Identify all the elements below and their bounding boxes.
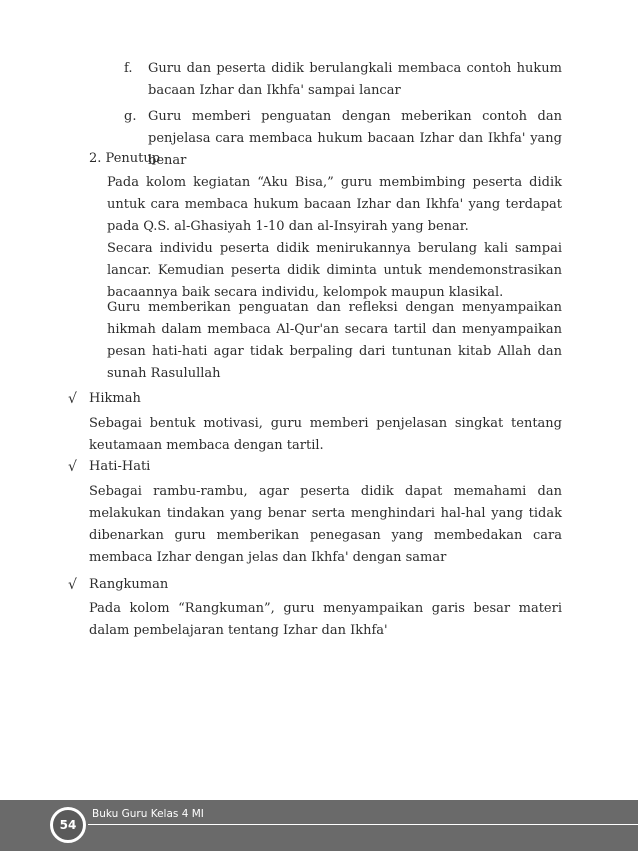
penutup-paragraph-3: Guru memberikan penguatan dan refleksi dengan menyampaikan hikmah dalam membaca Al-Qur'an secara tartil dan menyampaikan pesan hati-hati agar tidak berpaling dari tuntunan kitab Allah dan sunah Rasulullah [107,300,562,381]
penutup-paragraph-1: Pada kolom kegiatan “Aku Bisa,” guru membimbing peserta didik untuk cara membaca hukum bacaan Izhar dan Ikhfa' yang terdapat pada Q.S. al-Ghasiyah 1-10 dan al-Insyirah yang benar. [107,175,562,234]
hati-hati-body: Sebagai rambu-rambu, agar peserta didik dapat memahami dan melakukan tindakan yang benar serta menghindari hal-hal yang tidak dibenarkan guru memberikan penegasan yang membedakan cara membaca Izhar dengan jelas dan Ikhfa' dengan samar [89,484,562,565]
page-number-badge: 54 [50,807,86,843]
hikmah-body: Sebagai bentuk motivasi, guru memberi penjelasan singkat tentang keutamaan membaca dengan tartil. [89,416,562,453]
rangkuman-title: Rangkuman [89,577,169,592]
list-marker-f: f. [124,61,133,76]
rangkuman-body: Pada kolom “Rangkuman”, guru menyampaikan garis besar materi dalam pembelajaran tentang Izhar dan Ikhfa' [89,601,562,638]
check-mark-icon: √ [68,459,77,475]
list-item-g: Guru memberi penguatan dengan meberikan contoh dan penjelasa cara membaca hukum bacaan Izhar dan Ikhfa' yang benar [148,109,562,168]
footer-divider [88,824,638,825]
footer-book-title: Buku Guru Kelas 4 MI [92,808,204,820]
hati-hati-title: Hati-Hati [89,459,151,474]
penutup-heading: 2. Penutup [89,151,161,166]
check-mark-icon: √ [68,577,77,593]
hikmah-title: Hikmah [89,391,141,406]
penutup-paragraph-2: Secara individu peserta didik menirukannya berulang kali sampai lancar. Kemudian peserta didik diminta untuk mendemonstrasikan bacaannya baik secara individu, kelompok maupun klasikal. [107,241,562,300]
list-item-f: Guru dan peserta didik berulangkali membaca contoh hukum bacaan Izhar dan Ikhfa' sampai lancar [148,61,562,98]
list-marker-g: g. [124,109,137,124]
check-mark-icon: √ [68,391,77,407]
